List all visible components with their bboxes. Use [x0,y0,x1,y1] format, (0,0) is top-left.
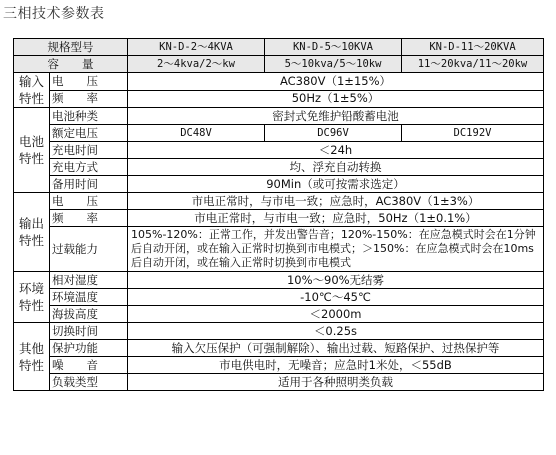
table-row [14,90,544,108]
group-battery: 电池特性 [14,108,50,193]
row-value: 市电正常时，与市电一致；应急时，AC380V（1±3%） [128,193,544,210]
row-value: 市电供电时，无噪音；应急时1米处，＜55dB [128,357,544,374]
header-model-2: KN-D-5～10KVA [265,39,402,56]
row-value: 105%-120%：正常工作，并发出警告音；120%-150%：在应急模式时会在1分钟后自动开闭，或在输入正常时切换到市电模式；＞150%：在应急模式时会在10ms后自动开闭，或在输入正常时切换到市电模式 [128,227,544,272]
table-row [14,108,544,125]
group-env: 环境特性 [14,272,50,323]
row-label: 负载类型 [50,374,128,391]
row-label: 充电时间 [50,142,128,159]
table-row [14,289,544,306]
header-capacity-2: 5～10kva/5～10kw [265,56,402,73]
header-model-1: KN-D-2～4KVA [128,39,265,56]
header-capacity-label: 容 量 [14,56,128,73]
row-label: 环境温度 [50,289,128,306]
table-row [14,142,544,159]
header-model-label: 规格型号 [14,39,128,56]
table-row [14,210,544,227]
row-label: 电 压 [50,73,128,91]
row-value: ＜2000m [128,306,544,323]
table-row [14,306,544,323]
row-value: 适用于各种照明类负载 [128,374,544,391]
table-row [14,193,544,210]
row-label: 电 压 [50,193,128,210]
table-row [14,176,544,193]
row-label: 相对湿度 [50,272,128,289]
row-label: 海拔高度 [50,306,128,323]
group-output: 输出特性 [14,193,50,272]
row-value: ＜0.25s [128,323,544,340]
row-label: 频 率 [50,90,128,108]
row-value: ＜24h [128,142,544,159]
row-value: DC192V [402,125,544,142]
row-value: 90Min（或可按需求选定） [128,176,544,193]
row-value: DC48V [128,125,265,142]
table-row [14,227,544,272]
table-row [14,125,544,142]
table-row [14,323,544,340]
table-row [14,73,544,91]
group-other: 其他特性 [14,323,50,391]
row-label: 过载能力 [50,227,128,272]
row-label: 频 率 [50,210,128,227]
header-row-capacity [14,56,544,73]
table-row [14,272,544,289]
row-value: 10%～90%无结雾 [128,272,544,289]
header-capacity-1: 2～4kva/2～kw [128,56,265,73]
row-label: 保护功能 [50,340,128,357]
table-row [14,159,544,176]
row-value: DC96V [265,125,402,142]
table-row [14,357,544,374]
header-capacity-3: 11～20kva/11～20kw [402,56,544,73]
row-label: 电池种类 [50,108,128,125]
row-value: -10℃～45℃ [128,289,544,306]
row-value: 密封式免维护铅酸蓄电池 [128,108,544,125]
page-title: 三相技术参数表 [3,6,105,22]
row-value: 市电正常时，与市电一致；应急时，50Hz（1±0.1%） [128,210,544,227]
row-value: 输入欠压保护（可强制解除）、输出过载、短路保护、过热保护等 [128,340,544,357]
spec-table [13,38,544,391]
row-label: 充电方式 [50,159,128,176]
row-value: 50Hz（1±5%） [128,90,544,108]
row-label: 切换时间 [50,323,128,340]
table-row [14,340,544,357]
row-value: 均、浮充自动转换 [128,159,544,176]
row-label: 噪 音 [50,357,128,374]
header-row-model [14,39,544,56]
row-label: 额定电压 [50,125,128,142]
group-input: 输入特性 [14,73,50,108]
row-value: AC380V（1±15%） [128,73,544,91]
row-label: 备用时间 [50,176,128,193]
header-model-3: KN-D-11～20KVA [402,39,544,56]
table-row [14,374,544,391]
